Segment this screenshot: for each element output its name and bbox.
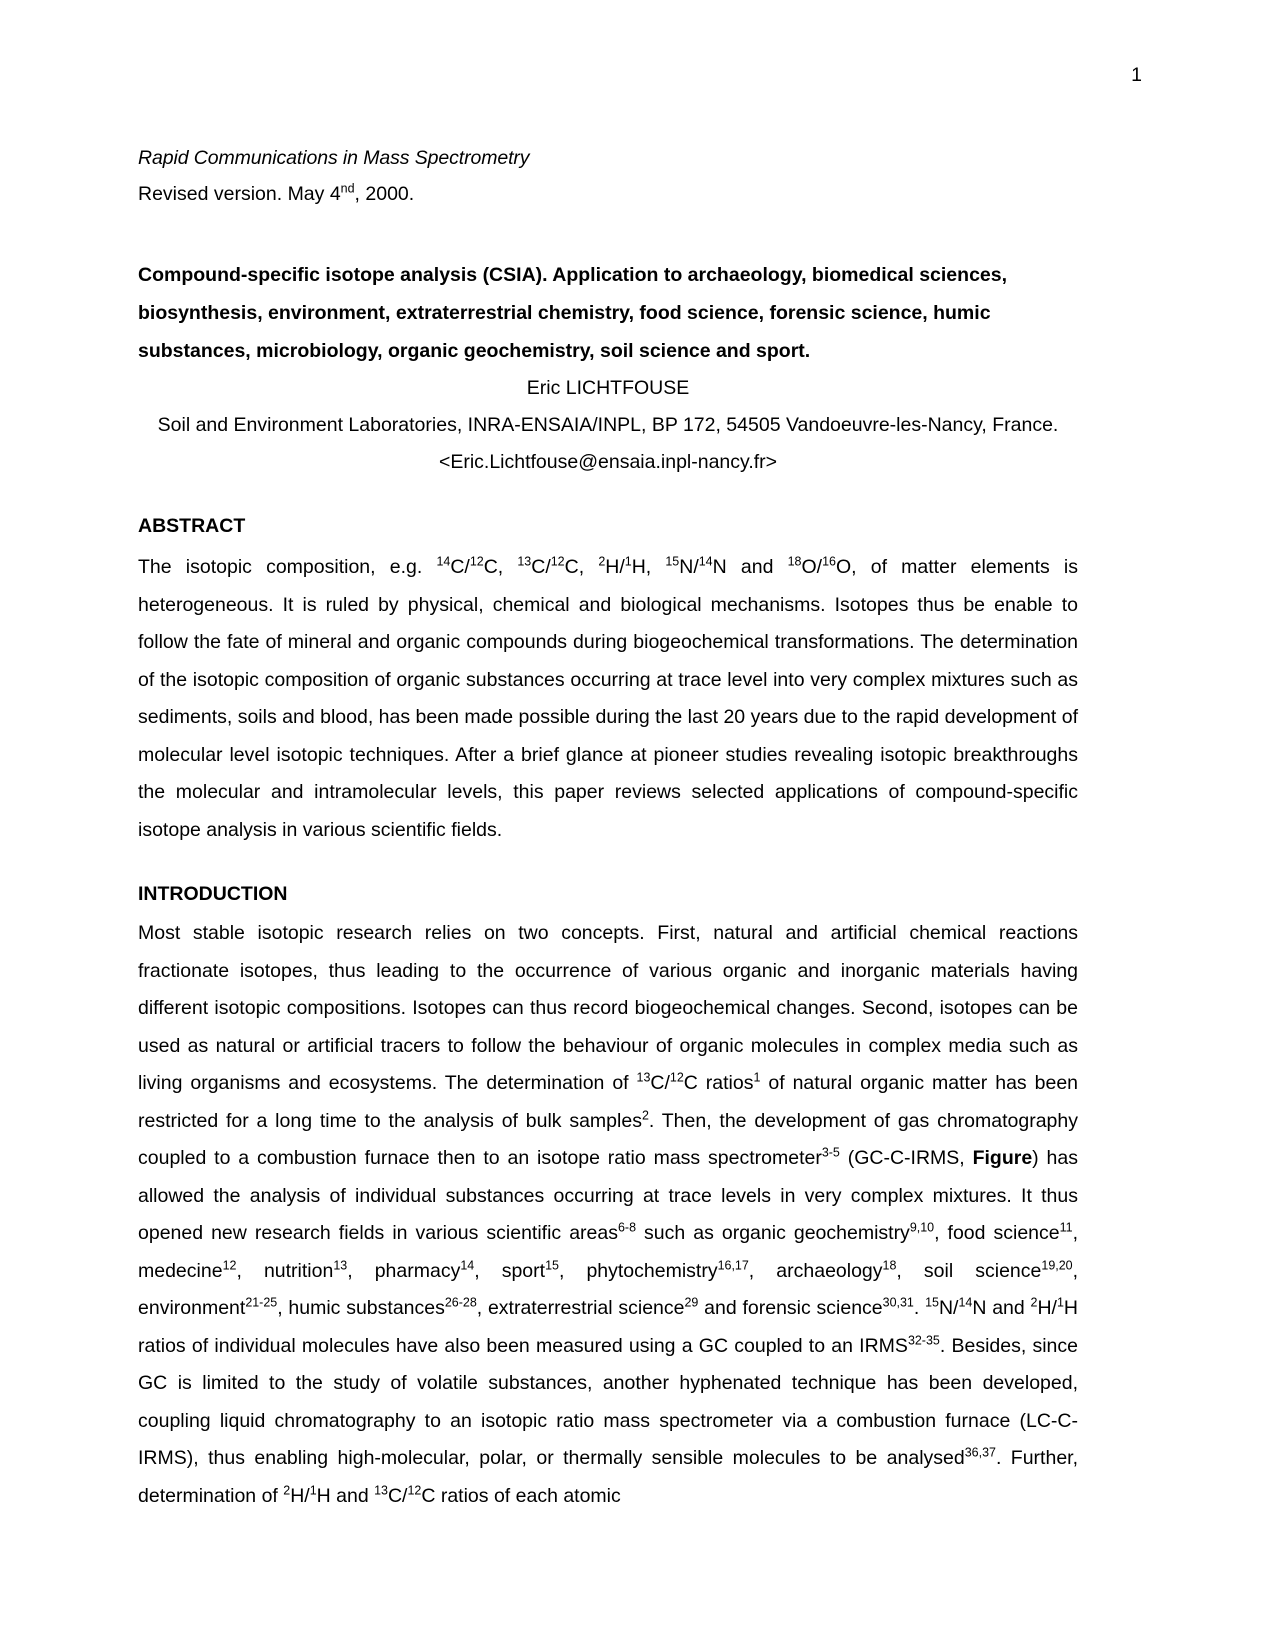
revision-ordinal-suffix: nd [340,181,355,196]
isotope-mass-1: 1 [1056,1295,1064,1310]
intro-text-16: , humic substances [277,1297,445,1319]
citation-ref: 32-35 [907,1333,940,1347]
journal-name: Rapid Communications in Mass Spectrometry [138,147,530,169]
isotope-mass-12: 12 [407,1483,422,1497]
intro-text-15: , environment [138,1259,1079,1319]
citation-ref: 29 [684,1295,699,1310]
isotope-mass-13: 13 [517,554,532,569]
isotope-mass-14: 14 [958,1295,973,1310]
isotope-mass-13: 13 [636,1070,651,1085]
isotope-element-h: H ratios of individual molecules have also been measured using a GC coupled to an IRMS [138,1297,1078,1357]
isotope-element-c: C ratios [683,1072,754,1094]
isotope-element-c: C/ [387,1484,408,1507]
isotope-element-n: N/ [679,556,699,578]
intro-text-14: , soil science [896,1259,1042,1282]
isotope-mass-15: 15 [665,554,680,569]
intro-text-21: . Further, determination of [138,1447,1078,1507]
author-affiliation: Soil and Environment Laboratories, INRA-ENSAIA/INPL, BP 172, 54505 Vandoeuvre-les-Nancy, France. [157,414,1059,436]
intro-text-12: , phytochemistry [558,1259,718,1282]
citation-ref: 2 [641,1108,649,1122]
abstract-text-lead: The isotopic composition, e.g. [138,556,437,578]
intro-text-6: such as organic geochemistry [636,1222,910,1244]
isotope-element-c: C/ [650,1072,670,1094]
isotope-mass-2: 2 [283,1483,291,1497]
intro-text-8: , medecine [138,1222,1079,1282]
figure-reference: Figure [972,1147,1033,1169]
isotope-mass-12: 12 [669,1070,684,1085]
intro-text-17: , extraterrestrial science [476,1297,685,1319]
intro-text-20: . Besides, since GC is limited to the study of volatile substances, another hyphenated technique has been developed, coupling liquid chromatography to an isotopic ratio mass spectrometer via a combustion furnace (LC-C-IRMS), thus enabling high-molecular, polar, or thermally sensible molecules to be analysed [138,1334,1078,1469]
citation-ref: 11 [1059,1220,1073,1235]
intro-text-4: (GC-C-IRMS, [839,1147,973,1169]
intro-text-5: ) has allowed the analysis of individual substances occurring at trace levels in very complex mixtures. It thus opened new research fields in various scientific areas [138,1147,1078,1244]
citation-ref: 13 [333,1258,348,1272]
isotope-element-c: C/ [531,556,551,578]
isotope-mass-12: 12 [550,554,565,569]
revision-date [138,176,1078,212]
isotope-element-n: N and [712,556,788,578]
citation-ref: 16,17 [717,1258,749,1272]
intro-text-7: , food science [934,1222,1060,1244]
page-title: Compound-specific isotope analysis (CSIA). Application to archaeology, biomedical sciences, biosynthesis, environment, extraterrestrial chemistry, food science, forensic science, humic substances, microbiology, organic geochemistry, soil science and sport. [138,264,1008,362]
isotope-element-c: C, [483,556,518,578]
revision-year: , 2000. [354,183,415,205]
intro-text-3: . Then, the development of gas chromatography coupled to a combustion furnace then to an isotope ratio mass spectrometer [138,1109,1078,1169]
isotope-element-c: C, [564,556,599,578]
isotope-mass-1: 1 [624,554,632,569]
citation-ref: 36,37 [964,1445,996,1460]
citation-ref: 12 [222,1258,237,1272]
intro-text-19: . [913,1297,926,1319]
isotope-element-h: H and [316,1484,375,1507]
isotope-element-h: H, [631,556,666,578]
isotope-mass-18: 18 [787,554,802,569]
introduction-heading: INTRODUCTION [138,883,288,905]
intro-text-2: of natural organic matter has been restricted for a long time to the analysis of bulk samples [138,1072,1079,1132]
citation-ref: 14 [460,1258,475,1272]
abstract-heading: ABSTRACT [138,515,246,537]
revision-prefix: Revised version. May 4 [138,183,341,205]
intro-text-18: and forensic science [698,1297,883,1319]
citation-ref: 21-25 [245,1295,278,1310]
isotope-element-o: O/ [801,556,823,578]
citation-ref: 3-5 [821,1145,840,1160]
citation-ref: 18 [882,1258,897,1272]
intro-text-10: , pharmacy [347,1259,461,1282]
author-email: <Eric.Lichtfouse@ensaia.inpl-nancy.fr> [438,451,778,473]
intro-text-9: , nutrition [236,1259,334,1282]
isotope-element-c: C/ [450,556,470,578]
citation-ref: 6-8 [617,1220,637,1235]
page-number: 1 [1131,64,1142,86]
isotope-element-n: N/ [938,1297,959,1319]
isotope-element-h: H/ [290,1484,310,1507]
citation-ref: 30,31 [882,1295,914,1310]
isotope-mass-14: 14 [436,554,451,569]
author-name: Eric LICHTFOUSE [526,377,690,399]
citation-ref: 15 [545,1258,559,1272]
isotope-mass-15: 15 [925,1295,939,1310]
citation-ref: 1 [753,1070,761,1085]
isotope-mass-13: 13 [374,1483,388,1497]
isotope-mass-14: 14 [698,554,713,569]
introduction-paragraph [138,915,1078,1515]
abstract-text-body: of matter elements is heterogeneous. It is ruled by physical, chemical and biological mechanisms. Isotopes thus be enable to follow the fate of mineral and organic compounds during biogeochemical transformations. The determination of the isotopic composition of organic substances occurring at trace level into very complex mixtures such as sediments, soils and blood, has been made possible during the last 20 years due to the rapid development of molecular level isotopic techniques. After a brief glance at pioneer studies revealing isotopic breakthroughs the molecular and intramolecular levels, this paper reviews selected applications of compound-specific isotope analysis in various scientific fields. [138,556,1079,841]
citation-ref: 9,10 [909,1220,935,1235]
intro-text-13: , archaeology [748,1259,883,1282]
intro-text-1: Most stable isotopic research relies on two concepts. First, natural and artificial chemical reactions fractionate isotopes, thus leading to the occurrence of various organic and inorganic materials having different isotopic compositions. Isotopes can thus record biogeochemical changes. Second, isotopes can be used as natural or artificial tracers to follow the behaviour of organic molecules in complex media such as living organisms and ecosystems. The determination of [138,922,1078,1094]
isotope-mass-2: 2 [598,554,606,569]
abstract-paragraph [138,549,1078,849]
isotope-element-h: H/ [605,556,625,578]
citation-ref: 19,20 [1041,1258,1073,1272]
isotope-element-c: C ratios of each atomic [421,1484,621,1507]
isotope-element-o: O, [835,556,871,578]
page-content [138,140,1078,1515]
intro-text-11: , sport [474,1259,546,1282]
isotope-element-h: H/ [1037,1297,1057,1319]
isotope-mass-2: 2 [1030,1295,1038,1310]
isotope-element-n: N and [972,1297,1031,1319]
citation-ref: 26-28 [444,1295,477,1310]
isotope-mass-1: 1 [309,1483,317,1497]
isotope-mass-12: 12 [469,554,484,569]
isotope-mass-16: 16 [822,554,836,569]
